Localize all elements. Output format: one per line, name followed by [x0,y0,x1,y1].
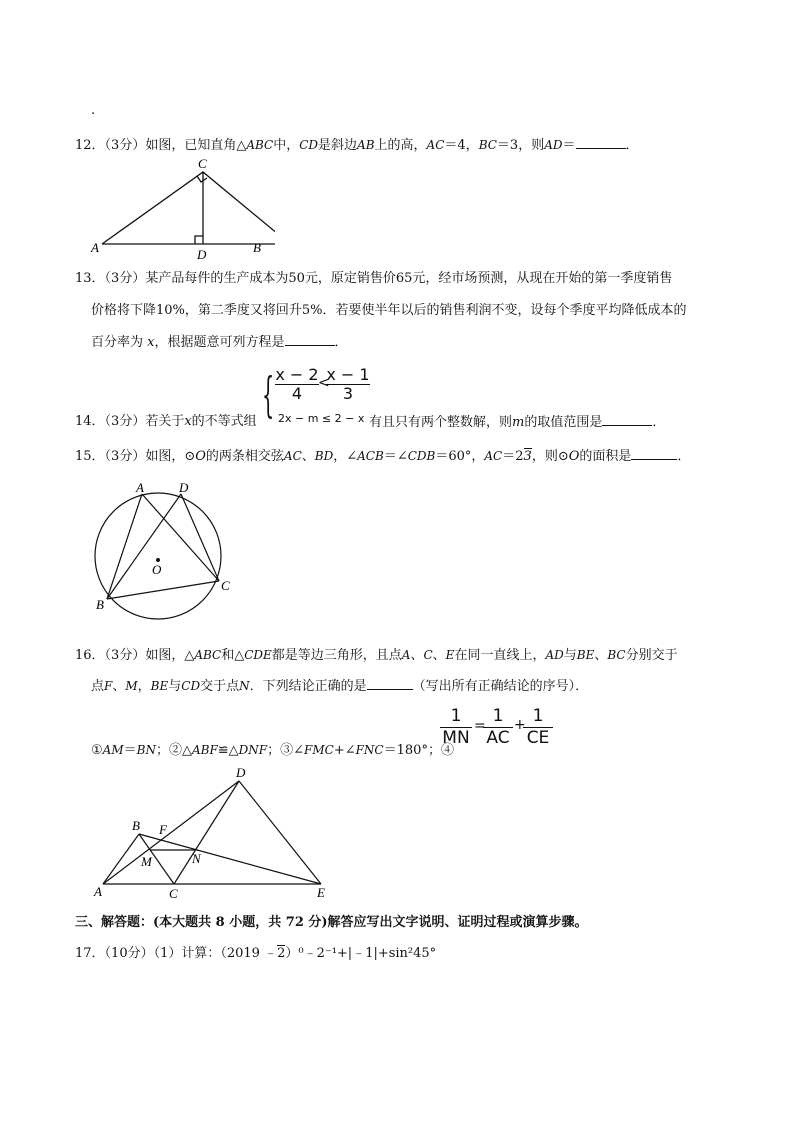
question-13-line3: 百分率为 x，根据题意可列方程是 ． [91,335,348,350]
label-c: C [221,578,230,593]
segment-cd [174,781,239,884]
label-e: E [317,885,325,900]
stray-dot: . [91,103,96,118]
frac-1-mn: 1 MN [440,706,472,749]
triangle-abc [102,172,275,244]
inequality-system [262,366,372,430]
segment-bc [107,581,219,599]
inequality-2: 2x − m ≤ 2 − x [278,412,365,425]
q15-figure [85,478,245,628]
question-17-text: 17．（10分）（1）计算：（2019 ﹣2）⁰﹣2⁻¹+|﹣1|+sin²45° [75,946,437,961]
formula-4 [440,706,555,756]
question-16-line2: 点F、M，BE与CD交于点N．下列结论正确的是 （写出所有正确结论的序号）． [91,679,589,694]
sqrt-2: 2 [277,946,286,961]
frac-1-ac: 1 AC [483,706,513,749]
question-15-text: 15．（3分）如图，⊙O的两条相交弦AC、BD，∠ACB＝∠CDB＝60°，AC＝23，则⊙O的面积是 ． [75,449,691,464]
frac-1-ce: 1 CE [523,706,553,749]
label-a: A [136,480,144,495]
label-c: C [169,886,178,901]
segment-ad [103,781,239,884]
label-o: O [152,562,162,577]
q16-figure [88,762,348,902]
left-brace: { [262,367,275,423]
label-a: A [94,884,102,899]
plus-sign: + [514,717,526,733]
segment-be [139,834,321,884]
label-c: C [198,156,207,171]
label-f: F [159,822,167,837]
label-d: D [236,765,246,780]
question-12-text: 12．（3分）如图，已知直角△ABC中，CD是斜边AB上的高，AC＝4，BC＝3，则AD＝ ． [75,138,639,153]
label-n: N [192,851,201,866]
less-than: < [318,375,330,391]
question-14-text-tail: 有且只有两个整数解，则m的取值范围是 ． [369,415,666,430]
label-m: M [141,854,152,869]
answer-blank [631,447,677,460]
segment-ab [107,494,142,599]
segment-cd [181,494,219,581]
answer-blank [285,333,335,346]
fraction-2: $\frac{x - 1}{3}$ [326,365,370,403]
label-a: A [91,240,99,255]
label-b: B [96,597,104,612]
answer-blank [367,677,413,690]
segment-ab [103,834,139,884]
answer-blank [602,413,652,426]
label-d: D [197,247,207,262]
question-14-text: 14．（3分）若关于x的不等式组 [75,414,257,429]
question-13-line1: 13．（3分）某产品每件的生产成本为50元，原定销售价65元，经市场预测，从现在开始的第一季度销售 [75,271,673,286]
question-16-conclusions: ①AM＝BN；②△ABF≌△DNF；③∠FMC+∠FNC＝180°；④ [91,743,454,758]
q12-figure [85,155,275,265]
equals-sign: = [474,718,486,734]
label-d: D [179,480,189,495]
answer-blank [576,136,626,149]
fraction-1: $\frac{x - 2}{4}$ [275,365,319,403]
question-16-line1: 16．（3分）如图，△ABC和△CDE都是等边三角形，且点A、C、E在同一直线上，AD与BE、BC分别交于 [75,648,678,663]
right-angle-c [197,176,207,182]
segment-de [239,781,321,884]
sqrt-3: 3 [523,449,532,464]
question-13-line2: 价格将下降10%，第二季度又将回升5%．若要使半年以后的销售利润不变，设每个季度平均降低成本的 [91,303,687,318]
chord-bd [107,494,181,599]
label-b: B [253,240,261,255]
section-3-heading: 三、解答题：(本大题共 8 小题，共 72 分)解答应写出文字说明、证明过程或演算步骤。 [75,915,588,930]
right-angle-d [195,236,203,244]
label-b: B [132,818,140,833]
